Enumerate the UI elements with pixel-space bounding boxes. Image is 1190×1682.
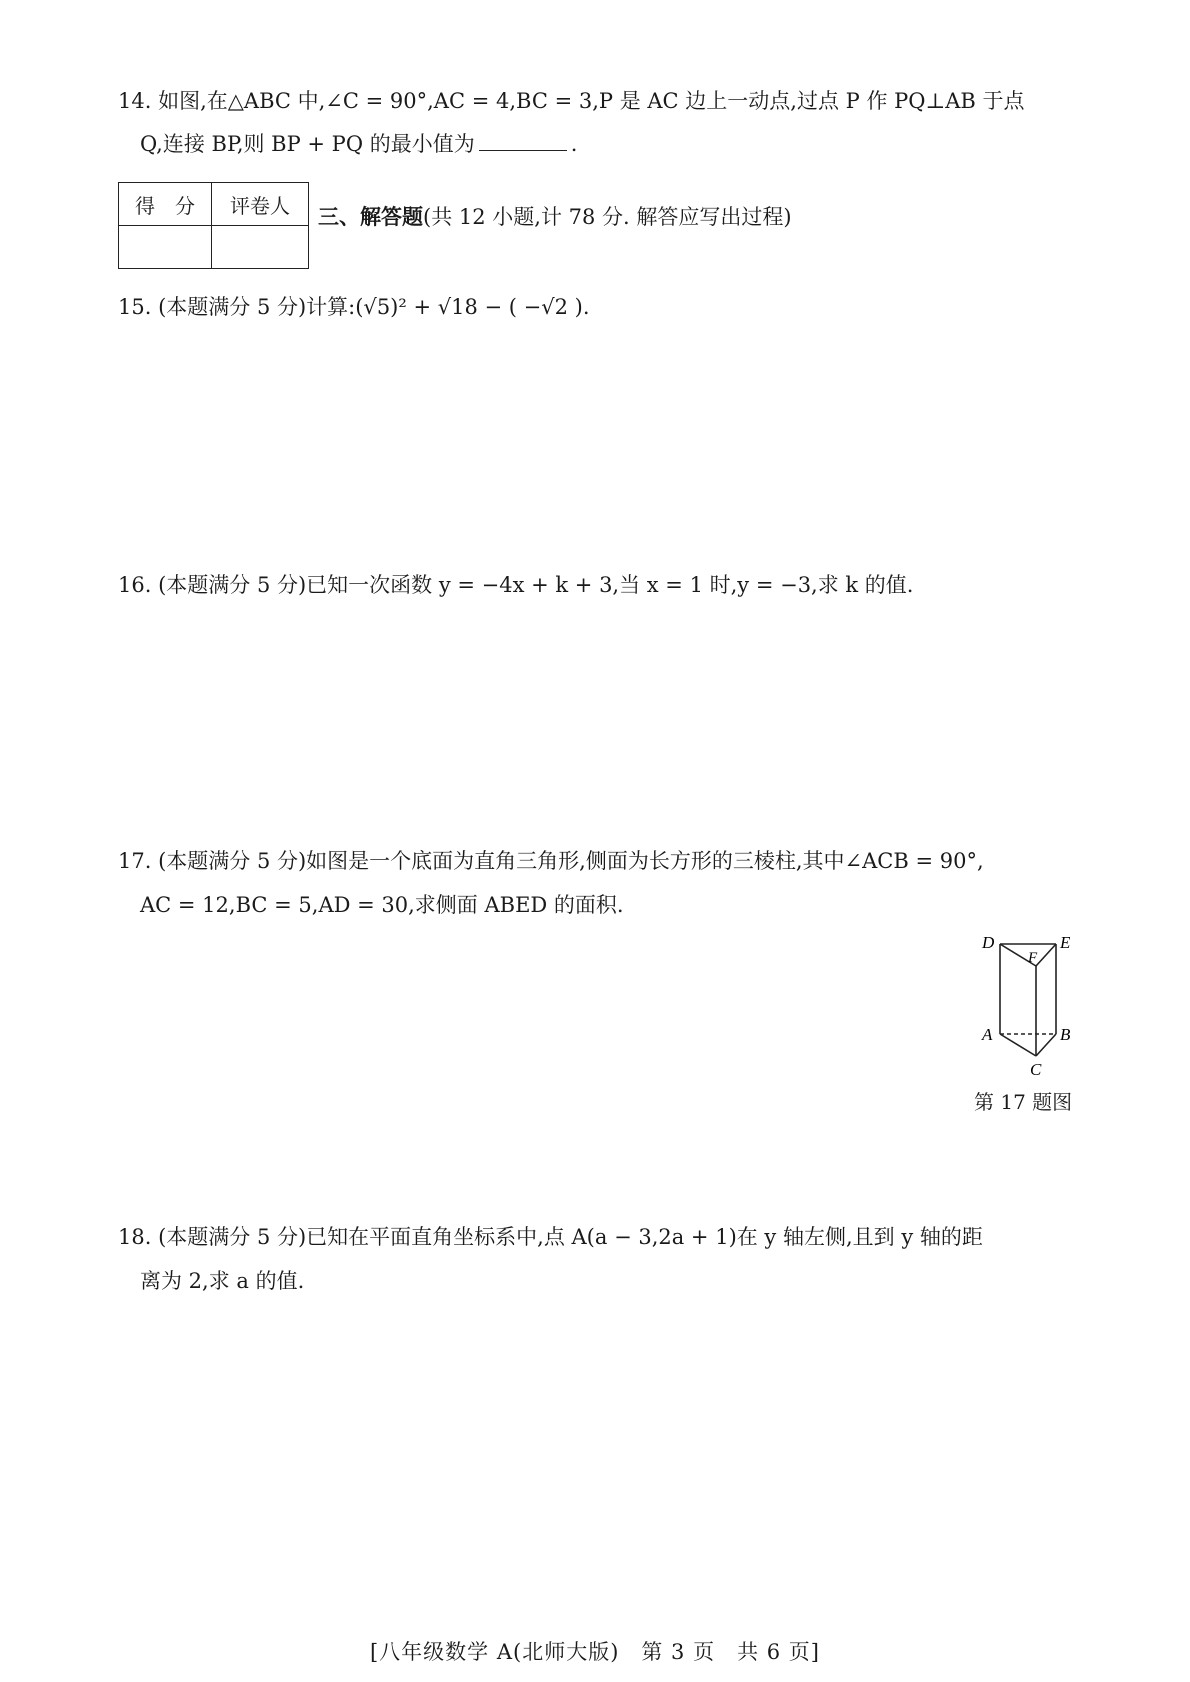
score-header: 得 分 <box>119 183 212 226</box>
fig17-caption: 第 17 题图 <box>974 1090 1073 1114</box>
section3-heading <box>318 202 792 232</box>
label-B: B <box>1060 1025 1071 1044</box>
q18-line2: 离为 2,求 a 的值. <box>140 1269 305 1293</box>
score-table <box>118 182 309 269</box>
label-F: F <box>1028 950 1038 966</box>
grader-cell[interactable] <box>212 226 309 269</box>
q14-line1: 14. 如图,在△ABC 中,∠C = 90°,AC = 4,BC = 3,P 是 AC 边上一动点,过点 P 作 PQ⊥AB 于点 <box>118 89 1025 113</box>
q15-text: 15. (本题满分 5 分)计算:(√5)² + √18 − ( −√2 ). <box>118 295 590 319</box>
q16-text: 16. (本题满分 5 分)已知一次函数 y = −4x + k + 3,当 x = 1 时,y = −3,求 k 的值. <box>118 573 914 597</box>
section3-subtitle: (共 12 小题,计 78 分. 解答应写出过程) <box>423 205 792 229</box>
label-E: E <box>1060 933 1071 952</box>
label-C: C <box>1030 1060 1042 1079</box>
q18-line1: 18. (本题满分 5 分)已知在平面直角坐标系中,点 A(a − 3,2a + 1)在 y 轴左侧,且到 y 轴的距 <box>118 1225 983 1249</box>
q17-line1: 17. (本题满分 5 分)如图是一个底面为直角三角形,侧面为长方形的三棱柱,其中∠ACB = 90°, <box>118 849 984 873</box>
label-A: A <box>982 1025 993 1044</box>
prism-figure <box>980 930 1090 1080</box>
grader-header: 评卷人 <box>212 183 309 226</box>
q14-line2-end: . <box>570 132 578 156</box>
q17-line2: AC = 12,BC = 5,AD = 30,求侧面 ABED 的面积. <box>140 893 624 917</box>
score-cell[interactable] <box>119 226 212 269</box>
q14-line2-text: Q,连接 BP,则 BP + PQ 的最小值为 <box>140 132 475 156</box>
label-D: D <box>982 933 995 952</box>
page-footer: [八年级数学 A(北师大版) 第 3 页 共 6 页] <box>369 1640 821 1664</box>
q14-line2 <box>140 128 577 159</box>
section3-title: 三、解答题 <box>318 204 423 229</box>
answer-blank[interactable] <box>479 128 567 151</box>
